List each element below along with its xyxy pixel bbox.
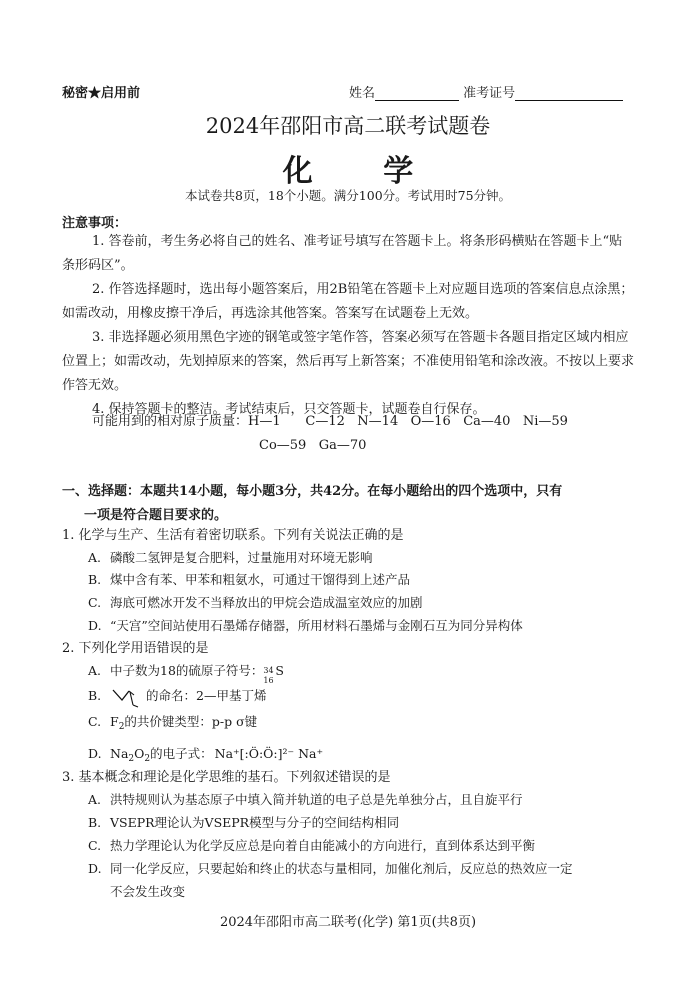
notice-item-4: 4. 保持答题卡的整洁。考试结束后，只交答题卡，试题卷自行保存。 xyxy=(92,402,486,417)
nuclide-prefix xyxy=(263,665,275,685)
option-text: 热力学理论认为化学反应总是向着自由能减小的方向进行，直到体系达到平衡 xyxy=(110,838,536,853)
name-blank[interactable] xyxy=(375,86,459,101)
notice-heading: 注意事项： xyxy=(62,216,128,231)
exam-title: 2024年邵阳市高二联考试题卷 xyxy=(205,114,491,138)
option-key: C. xyxy=(88,714,102,729)
q3-option-a[interactable] xyxy=(88,788,523,812)
mass-number: 34 xyxy=(263,665,274,675)
option-key: C. xyxy=(88,595,102,610)
question-3-stem: 3. 基本概念和理论是化学思维的基石。下列叙述错误的是 xyxy=(62,770,391,785)
lewis-structure: Na⁺[:Ö:Ö:]²⁻ Na⁺ xyxy=(214,746,324,761)
formula-element: Na xyxy=(110,746,129,761)
exam-no-label: 准考证号 xyxy=(463,86,516,101)
option-key: A. xyxy=(88,663,102,678)
exam-meta: 本试卷共8页，18个小题。满分100分。考试用时75分钟。 xyxy=(184,188,512,203)
option-text: 磷酸二氢钾是复合肥料，过量施用对环境无影响 xyxy=(110,550,373,565)
option-text: 的命名：2—甲基丁烯 xyxy=(146,688,267,703)
option-text: 海底可燃冰开发不当释放出的甲烷会造成温室效应的加剧 xyxy=(110,595,423,610)
question-2-stem: 2. 下列化学用语错误的是 xyxy=(62,641,209,656)
q3-option-d[interactable] xyxy=(88,857,573,881)
option-key: D. xyxy=(88,861,102,876)
option-key: B. xyxy=(88,688,102,703)
exam-no-blank[interactable] xyxy=(515,86,623,101)
notice-item-3: 3. 非选择题必须用黑色字迹的钢笔或签字笔作答，答案必须写在答题卡各题目指定区域内相应位置上；如需改动，先划掉原来的答案，然后再写上新答案；不准使用铅笔和涂改液。不按以上要求作答无效。 xyxy=(62,330,635,393)
option-text: “天宫”空间站使用石墨烯存储器，所用材料石墨烯与金刚石互为同分异构体 xyxy=(110,618,523,633)
option-text: 的共价键类型：p-p σ键 xyxy=(124,714,258,729)
candidate-info-fields xyxy=(349,82,623,101)
atomic-mass-line-1 xyxy=(92,410,568,434)
option-text: VSEPR理论认为VSEPR模型与分子的空间结构相同 xyxy=(110,815,400,830)
atomic-number: 16 xyxy=(263,675,274,685)
name-label: 姓名 xyxy=(349,86,376,101)
subject-title: 化 学 xyxy=(282,154,444,189)
formula-element: O xyxy=(134,746,145,761)
option-text: 洪特规则认为基态原子中填入简并轨道的电子总是先单独分占，且自旋平行 xyxy=(110,792,523,807)
formula-subscript: 2 xyxy=(118,722,125,732)
option-text: 中子数为18的硫原子符号： xyxy=(110,663,264,678)
option-key: A. xyxy=(88,792,102,807)
q3-option-c[interactable] xyxy=(88,834,535,858)
atomic-mass-values-2: Co—59 Ga—70 xyxy=(259,438,367,453)
q3-option-d-continued: 不会发生改变 xyxy=(110,884,186,899)
q1-option-d[interactable] xyxy=(88,614,523,638)
notice-item-2: 2. 作答选择题时，选出每小题答案后，用2B铅笔在答题卡上对应题目选项的答案信息点涂黑；如需改动，用橡皮擦干净后，再选涂其他答案。答案写在试题卷上无效。 xyxy=(62,282,634,321)
atomic-mass-values-1: H—1 C—12 N—14 O—16 Ca—40 Ni—59 xyxy=(248,414,568,429)
skeletal-formula-icon xyxy=(110,686,146,708)
q3-option-b[interactable] xyxy=(88,811,399,835)
q1-option-a[interactable] xyxy=(88,546,373,570)
q2-option-c[interactable] xyxy=(88,710,257,739)
option-text: 的电子式： xyxy=(150,746,213,761)
q2-option-b[interactable] xyxy=(88,684,266,708)
confidential-label: 秘密★启用前 xyxy=(62,86,141,101)
atomic-mass-label: 可能用到的相对原子质量： xyxy=(92,414,249,429)
formula-subscript: 2 xyxy=(144,754,151,764)
option-text: 煤中含有苯、甲苯和粗氨水，可通过干馏得到上述产品 xyxy=(110,572,411,587)
notice-item-1: 1. 答卷前，考生务必将自己的姓名、准考证号填写在答题卡上。将条形码横贴在答题卡上“贴条形码区”。 xyxy=(62,234,623,273)
option-key: B. xyxy=(88,572,102,587)
question-1-stem: 1. 化学与生产、生活有着密切联系。下列有关说法正确的是 xyxy=(62,528,404,543)
section-heading-line-2: 一项是符合题目要求的。 xyxy=(84,508,228,523)
option-key: B. xyxy=(88,815,102,830)
q1-option-b[interactable] xyxy=(88,568,410,592)
option-key: D. xyxy=(88,746,102,761)
section-heading-line-1: 一、选择题：本题共14小题，每小题3分，共42分。在每小题给出的四个选项中，只有 xyxy=(62,484,563,499)
formula-element: F xyxy=(110,714,119,729)
element-symbol: S xyxy=(275,663,284,678)
option-text: 同一化学反应，只要起始和终止的状态与量相同，加催化剂后，反应总的热效应一定 xyxy=(110,861,573,876)
option-key: C. xyxy=(88,838,102,853)
page-footer: 2024年邵阳市高二联考(化学) 第1页(共8页) xyxy=(219,915,477,930)
q2-option-a[interactable] xyxy=(88,659,284,683)
q1-option-c[interactable] xyxy=(88,591,423,615)
option-key: D. xyxy=(88,618,102,633)
formula-subscript: 2 xyxy=(128,754,135,764)
option-key: A. xyxy=(88,550,102,565)
